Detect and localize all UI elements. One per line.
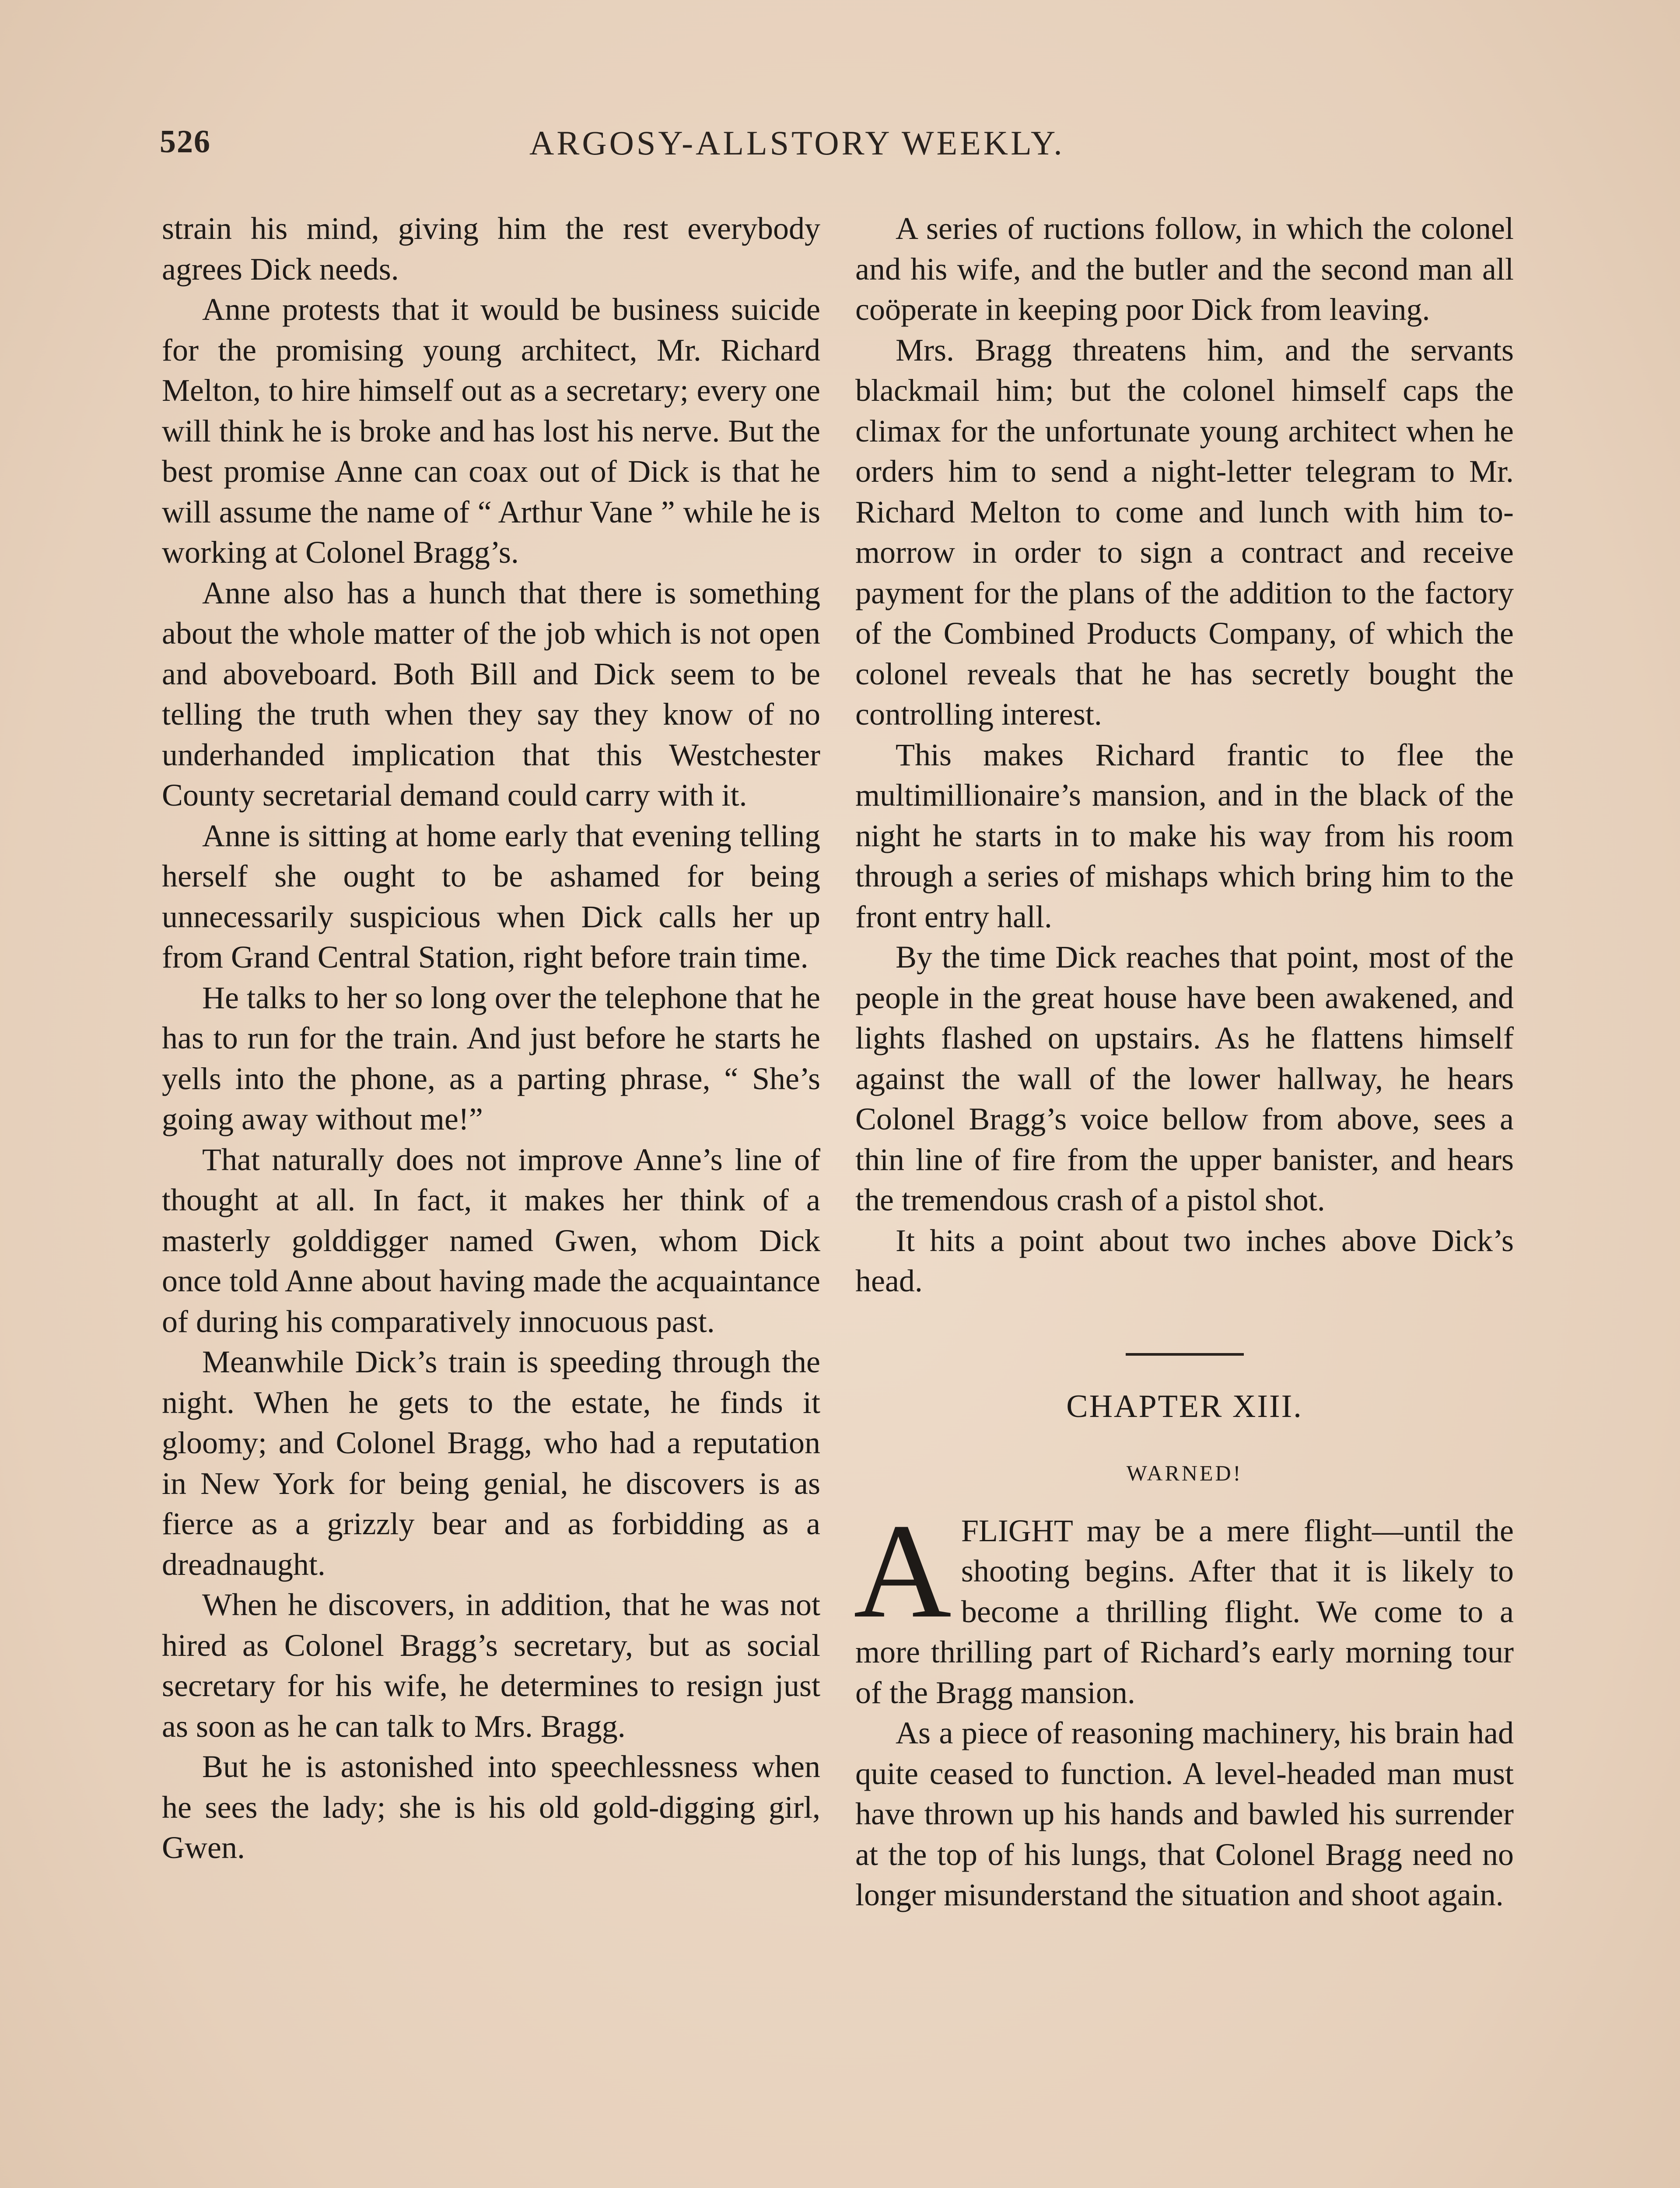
- section-divider: [1126, 1353, 1244, 1356]
- paragraph: Anne protests that it would be business suicide for the promising young architect, Mr. Richard Melton, to hire himself out as a secretary; every one will think he is broke and has lost his nerve. But the best promise Anne can coax out of Dick is that he will assume the name of “ Arthur Vane ” while he is working at Colonel Bragg’s.: [162, 292, 820, 570]
- paragraph: Mrs. Bragg threatens him, and the servants blackmail him; but the colonel himself caps the climax for the unfortunate young architect when he orders him to send a night-letter telegram to Mr. Richard Melton to come and lunch with him to-morrow in order to sign a contract and receive payment for the plans of the addition to the factory of the Combined Products Company, of which the colonel reveals that he has secretly bought the controlling interest.: [855, 332, 1514, 732]
- chapter-opening-paragraph: [854, 1496, 1514, 1713]
- paragraph: This makes Richard frantic to flee the multimillionaire’s mansion, and in the black of the night he starts in to make his way from his room through a series of mishaps which bring him to the front entry hall.: [855, 737, 1514, 934]
- right-column: [855, 208, 1514, 1915]
- page-header: [160, 123, 1516, 176]
- paragraph: Anne also has a hunch that there is something about the whole matter of the job which is not open and aboveboard. Both Bill and Dick seem to be telling the truth when they say they know of no underhanded implication that this Westchester County secretarial demand could carry with it.: [162, 575, 820, 813]
- left-column: [162, 208, 820, 1868]
- paragraph: It hits a point about two inches above Dick’s head.: [855, 1223, 1514, 1298]
- paragraph: Anne is sitting at home early that evening telling herself she ought to be ashamed for being unnecessarily suspicious when Dick calls her up from Grand Central Station, right before train time.: [162, 818, 820, 975]
- paragraph: That naturally does not improve Anne’s line of thought at all. In fact, it makes her think of a masterly golddigger named Gwen, whom Dick once told Anne about having made the acquaintance of during his comparatively innocuous past.: [162, 1142, 820, 1339]
- paragraph: But he is astonished into speechlessness when he sees the lady; she is his old gold-digging girl, Gwen.: [162, 1749, 820, 1865]
- paragraph: When he discovers, in addition, that he was not hired as Colonel Bragg’s secretary, but as social secretary for his wife, he determines to resign just as soon as he can talk to Mrs. Bragg.: [162, 1587, 820, 1744]
- paragraph: He talks to her so long over the telephone that he has to run for the train. And just before he starts he yells into the phone, as a parting phrase, “ She’s going away without me!”: [162, 980, 820, 1136]
- running-title: ARGOSY-ALLSTORY WEEKLY.: [529, 124, 1065, 162]
- chapter-subtitle: WARNED!: [1126, 1460, 1243, 1485]
- paragraph: strain his mind, giving him the rest everybody agrees Dick needs.: [162, 211, 820, 287]
- paragraph: Meanwhile Dick’s train is speeding through the night. When he gets to the estate, he finds it gloomy; and Colonel Bragg, who had a reputation in New York for being genial, he discovers is as fierce as a grizzly bear and as forbidding as a dreadnaught.: [162, 1344, 820, 1582]
- paragraph: A series of ructions follow, in which the colonel and his wife, and the butler and the second man all coöperate in keeping poor Dick from leaving.: [855, 211, 1514, 327]
- drop-cap: A: [854, 1496, 952, 1646]
- page-number: 526: [160, 124, 211, 160]
- chapter-title: CHAPTER XIII.: [1066, 1388, 1303, 1424]
- paragraph: As a piece of reasoning machinery, his brain had quite ceased to function. A level-headed man must have thrown up his hands and bawled his surrender at the top of his lungs, that Colonel Bragg need no longer misunderstand the situation and shoot again.: [855, 1715, 1514, 1912]
- chapter-opening-text: FLIGHT may be a mere flight—until the shooting begins. After that it is likely to become a thrilling flight. We come to a more thrilling part of Richard’s early morning tour of the Bragg mansion.: [855, 1513, 1514, 1710]
- paragraph: By the time Dick reaches that point, most of the people in the great house have been awakened, and lights flashed on upstairs. As he flattens himself against the wall of the lower hallway, he hears Colonel Bragg’s voice bellow from above, sees a thin line of fire from the upper banister, and hears the tremendous crash of a pistol shot.: [855, 940, 1514, 1217]
